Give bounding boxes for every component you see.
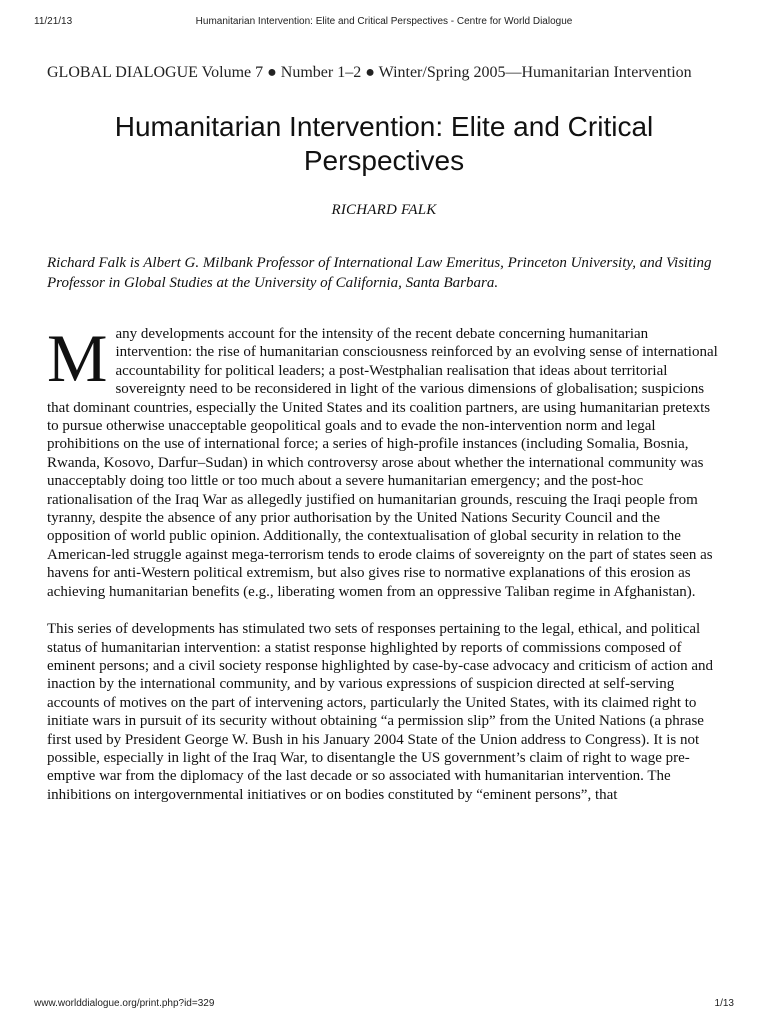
print-url: www.worlddialogue.org/print.php?id=329	[34, 998, 215, 1009]
page-number: 1/13	[714, 998, 734, 1009]
article-content	[47, 62, 721, 804]
print-header	[34, 16, 734, 30]
article-title: Humanitarian Intervention: Elite and Critical Perspectives	[114, 111, 654, 176]
print-date: 11/21/13	[34, 16, 73, 27]
print-footer	[34, 998, 734, 1012]
body-paragraph-1	[47, 320, 721, 601]
paragraph-1-text: any developments account for the intensity of the recent debate concerning humanitarian intervention: the rise of humanitarian consciousness reinforced by an evolving sense of international accountability for political leaders; a post-Westphalian realisation that ideas about territorial sovereignty need to be reconsidered in light of the various dimensions of globalisation; suspicions that dominant countries, especially the United States and its coalition partners, are using humanitarian pretexts to pursue otherwise unacceptable geopolitical goals and to evade the non-intervention norm and legal prohibitions on the use of international force; a series of high-profile instances (including Somalia, Bosnia, Rwanda, Kosovo, Darfur–Sudan) in which controversy arose about whether the international community was unacceptably doing too little or too much about a severe humanitarian emergency; and the post-hoc rationalisation of the Iraq War as allegedly justified on humanitarian grounds, rescuing the Iraqi people from tyranny, despite the absence of any prior authorisation by the United Nations Security Council and the opposition of world public opinion. Additionally, the contextualisation of global security in relation to the American-led struggle against mega-terrorism tends to erode claims of sovereignty on the part of states seen as havens for anti-Western political extremism, but also gives rise to normative explanations of this erosion as achieving humanitarian benefits (e.g., liberating women from an oppressive Taliban regime in Afghanistan).	[47, 326, 718, 600]
body-paragraph-2: This series of developments has stimulated two sets of responses pertaining to the legal, ethical, and political status of humanitarian intervention: a statist response highlighted by reports of commissions composed of eminent persons; and a civil society response highlighted by case-by-case advocacy and criticism of action and inaction by the international community, and by various expressions of suspicion directed at self-serving accounts of motives on the part of intervening actors, particularly the United States, with its claimed right to initiate wars in pursuit of its security without obtaining “a permission slip” from the United Nations (a phrase first used by President George W. Bush in his January 2004 State of the Union address to Congress). It is not possible, especially in light of the Iraq War, to disentangle the US government’s claim of right to wage pre-emptive war from the diplomacy of the last decade or so associated with humanitarian intervention. The inhibitions on intergovernmental initiatives or on bodies constituted by “eminent persons”, that	[47, 621, 714, 803]
article-author: RICHARD FALK	[331, 202, 437, 218]
author-bio: Richard Falk is Albert G. Milbank Professor of International Law Emeritus, Princeton University, and Visiting Professor in Global Studies at the University of California, Santa Barbara.	[47, 255, 712, 291]
print-page-title: Humanitarian Intervention: Elite and Critical Perspectives - Centre for World Dialogue	[195, 16, 573, 27]
drop-cap: M	[47, 320, 108, 396]
journal-issue-line: GLOBAL DIALOGUE Volume 7 ● Number 1–2 ● Winter/Spring 2005—Humanitarian Intervention	[47, 64, 692, 81]
